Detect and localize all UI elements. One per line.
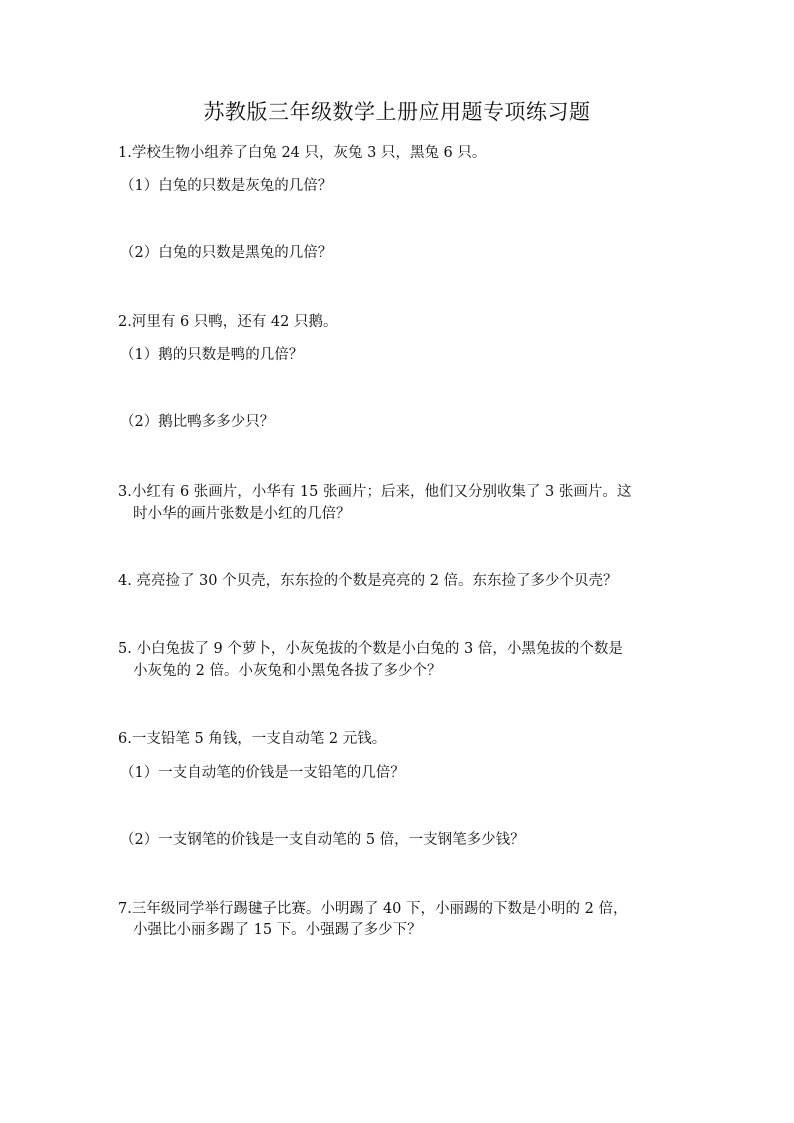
- question-4: 4. 亮亮捡了 30 个贝壳，东东捡的个数是亮亮的 2 倍。东东捡了多少个贝壳？: [118, 573, 618, 589]
- question-6-part-1: （1）一支自动笔的价钱是一支铅笔的几倍？: [120, 765, 405, 781]
- question-7-line-2: 小强比小丽多踢了 15 下。小强踢了多少下？: [133, 922, 422, 938]
- page-title: 苏教版三年级数学上册应用题专项练习题: [203, 100, 591, 124]
- question-5-line-2: 小灰兔的 2 倍。小灰兔和小黑兔各拔了多少个？: [133, 663, 442, 679]
- question-6-part-2: （2）一支钢笔的价钱是一支自动笔的 5 倍，一支钢笔多少钱？: [120, 832, 525, 848]
- question-2-part-1: （1）鹅的只数是鸭的几倍？: [120, 347, 304, 363]
- question-2-part-2: （2）鹅比鸭多多少只？: [120, 414, 275, 430]
- question-1-part-1: （1）白兔的只数是灰兔的几倍？: [120, 178, 333, 194]
- question-3-line-2: 时小华的画片张数是小红的几倍？: [133, 506, 351, 522]
- question-1-stem: 1.学校生物小组养了白兔 24 只，灰兔 3 只，黑兔 6 只。: [118, 145, 487, 161]
- question-7-line-1: 7.三年级同学举行踢毽子比赛。小明踢了 40 下，小丽踢的下数是小明的 2 倍，: [118, 901, 628, 917]
- question-3-line-1: 3.小红有 6 张画片，小华有 15 张画片；后来，他们又分别收集了 3 张画片。这: [118, 484, 632, 500]
- question-6-stem: 6.一支铅笔 5 角钱，一支自动笔 2 元钱。: [118, 731, 387, 747]
- question-5-line-1: 5. 小白兔拔了 9 个萝卜，小灰兔拔的个数是小白兔的 3 倍，小黑兔拔的个数是: [118, 641, 623, 657]
- question-2-stem: 2.河里有 6 只鸭，还有 42 只鹅。: [118, 314, 338, 330]
- question-1-part-2: （2）白兔的只数是黑兔的几倍？: [120, 245, 333, 261]
